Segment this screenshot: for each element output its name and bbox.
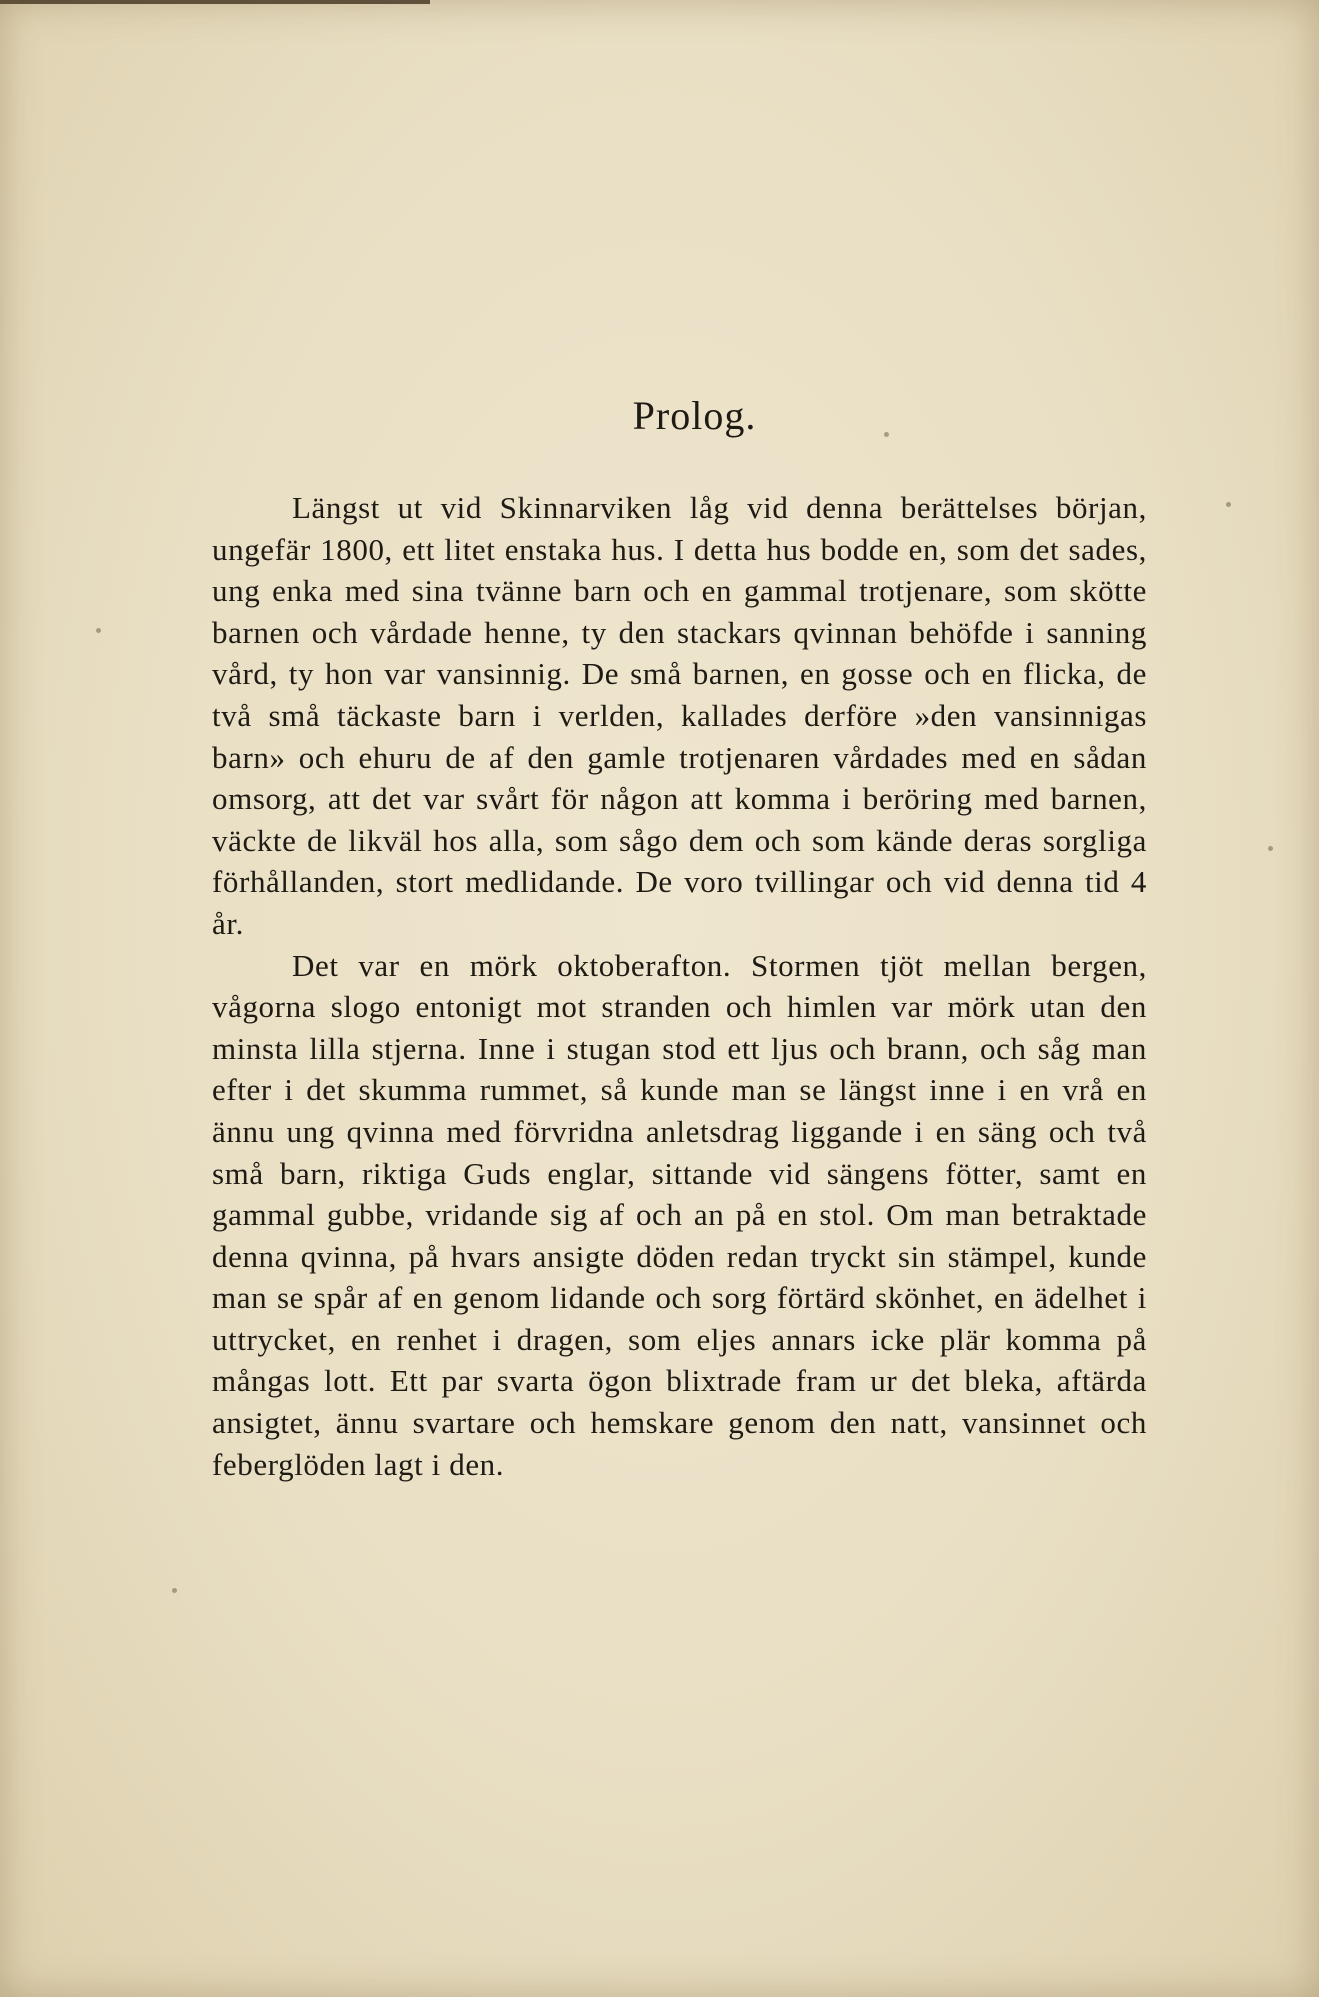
top-edge-line: [0, 0, 430, 4]
ink-speck: [96, 628, 101, 633]
chapter-title: Prolog.: [632, 393, 757, 438]
ink-speck: [1268, 846, 1273, 851]
ink-speck: [1226, 502, 1231, 507]
ink-speck: [172, 1588, 177, 1593]
paragraph-2: Det var en mörk oktoberafton. Stormen tjöt mellan bergen, vågorna slogo entonigt mot stranden och himlen var mörk utan den minsta lilla stjerna. Inne i stugan stod ett ljus och brann, och såg man efter i det skumma rummet, så kunde man se längst inne i en vrå en ännu ung qvinna med förvridna anletsdrag liggande i en säng och två små barn, riktiga Guds englar, sittande vid sängens fötter, samt en gammal gubbe, vridande sig af och an på en stol. Om man betraktade denna qvinna, på hvars ansigte döden redan tryckt sin stämpel, kunde man se spår af en genom lidande och sorg förtärd skönhet, en ädelhet i uttrycket, en renhet i dragen, som eljes annars icke plär komma på mångas lott. Ett par svarta ögon blixtrade fram ur det bleka, aftärda ansigtet, ännu svartare och hemskare genom den natt, vansinnet och feberglöden lagt i den.: [212, 947, 1147, 1482]
text-block: [212, 392, 1147, 1485]
paragraph-1: Längst ut vid Skinnarviken låg vid denna berättelses början, ungefär 1800, ett litet enstaka hus. I detta hus bodde en, som det sades, ung enka med sina tvänne barn och en gammal trotjenare, som skötte barnen och vårdade henne, ty den stackars qvinnan behöfde i sanning vård, ty hon var vansinnig. De små barnen, en gosse och en flicka, de två små täckaste barn i verlden, kallades derföre »den vansinnigas barn» och ehuru de af den gamle trotjenaren vårdades med en sådan omsorg, att det var svårt för någon att komma i beröring med barnen, väckte de likväl hos alla, som sågo dem och som kände deras sorgliga förhållanden, stort medlidande. De voro tvillingar och vid denna tid 4 år.: [212, 490, 1147, 941]
